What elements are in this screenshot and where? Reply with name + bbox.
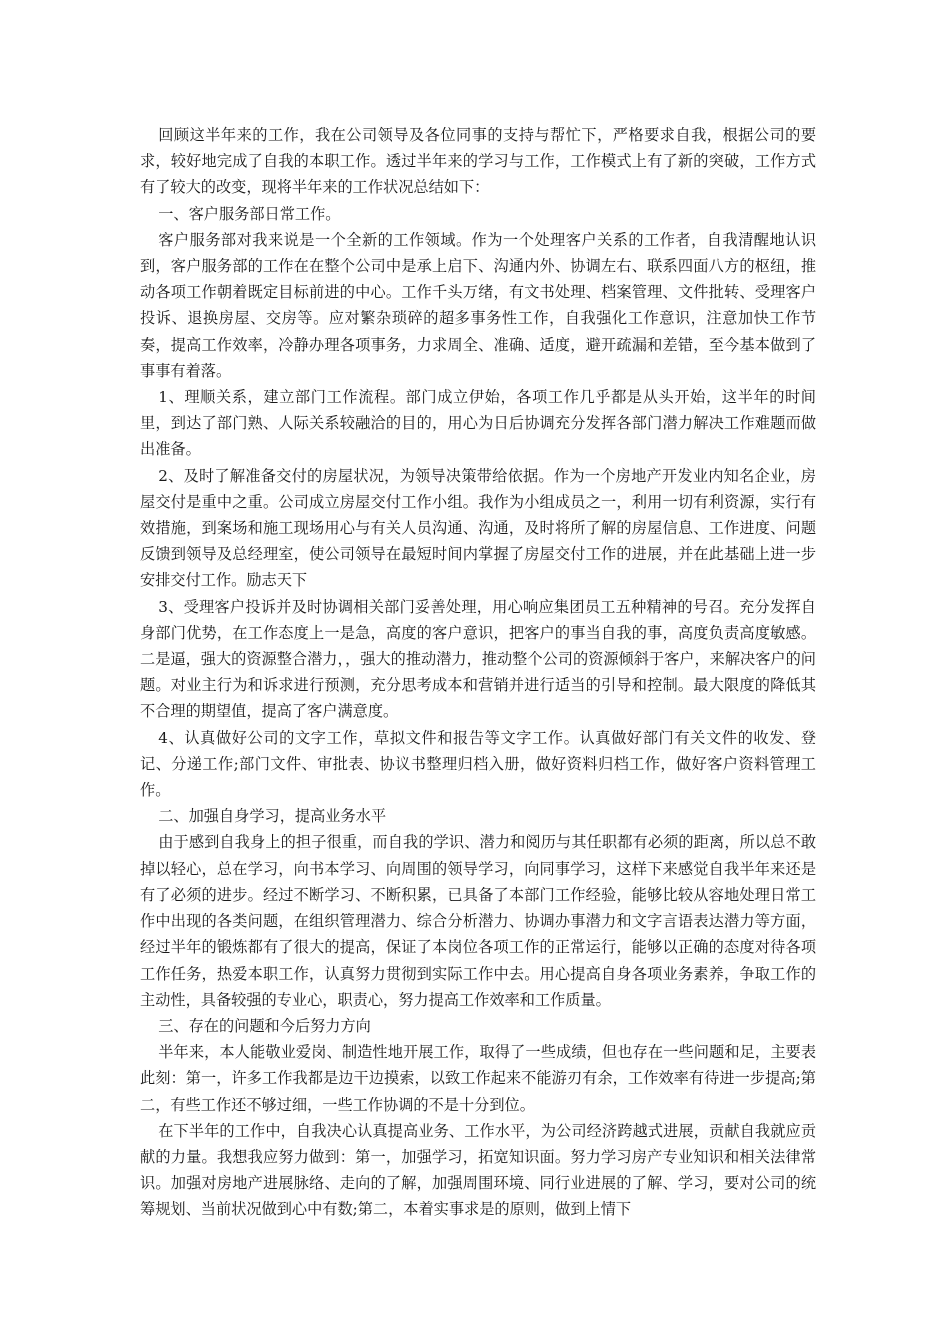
- document-body: [140, 122, 816, 1223]
- list-item-2: 2、及时了解准备交付的房屋状况，为领导决策带给依据。作为一个房地产开发业内知名企业，房屋交付是重中之重。公司成立房屋交付工作小组。我作为小组成员之一，利用一切有利资源，实行有效措施，到案场和施工现场用心与有关人员沟通、沟通，及时将所了解的房屋信息、工作进度、问题反馈到领导及总经理室，使公司领导在最短时间内掌握了房屋交付工作的进展，并在此基础上进一步安排交付工作。励志天下: [140, 466, 816, 590]
- section-heading-2: 二、加强自身学习，提高业务水平: [158, 807, 387, 826]
- list-item-1: 1、理顺关系，建立部门工作流程。部门成立伊始，各项工作几乎都是从头开始，这半年的时间里，到达了部门熟、人际关系较融洽的目的，用心为日后协调充分发挥各部门潜力解决工作难题而做出准备。: [140, 388, 816, 459]
- intro-paragraph: 回顾这半年来的工作，我在公司领导及各位同事的支持与帮忙下，严格要求自我，根据公司的要求，较好地完成了自我的本职工作。透过半年来的学习与工作，工作模式上有了新的突破，工作方式有了较大的改变，现将半年来的工作状况总结如下：: [140, 126, 816, 197]
- section-heading-1: 一、客户服务部日常工作。: [158, 204, 341, 223]
- list-item-4: 4、认真做好公司的文字工作，草拟文件和报告等文字工作。认真做好部门有关文件的收发、登记、分递工作;部门文件、审批表、协议书整理归档入册，做好资料归档工作，做好客户资料管理工作。: [140, 728, 816, 800]
- body-paragraph: 半年来，本人能敬业爱岗、制造性地开展工作，取得了一些成绩，但也存在一些问题和足，主要表此刻：第一，许多工作我都是边干边摸索，以致工作起来不能游刃有余，工作效率有待进一步提高;第二，有些工作还不够过细，一些工作协调的不是十分到位。: [140, 1043, 816, 1114]
- body-paragraph: 在下半年的工作中，自我决心认真提高业务、工作水平，为公司经济跨越式进展，贡献自我就应贡献的力量。我想我应努力做到：第一，加强学习，拓宽知识面。努力学习房产专业知识和相关法律常识。加强对房地产进展脉络、走向的了解，加强周围环境、同行业进展的了解、学习，要对公司的统筹规划、当前状况做到心中有数;第二，本着实事求是的原则，做到上情下: [140, 1121, 816, 1219]
- list-item-3: 3、受理客户投诉并及时协调相关部门妥善处理，用心响应集团员工五种精神的号召。充分发挥自身部门优势，在工作态度上一是急，高度的客户意识，把客户的事当自我的事，高度负责高度敏感。二是逼，强大的资源整合潜力，，强大的推动潜力，推动整个公司的资源倾斜于客户，来解决客户的问题。对业主行为和诉求进行预测，充分思考成本和营销并进行适当的引导和控制。最大限度的降低其不合理的期望值，提高了客户满意度。: [140, 597, 816, 721]
- body-paragraph: 由于感到自我身上的担子很重，而自我的学识、潜力和阅历与其任职都有必须的距离，所以总不敢掉以轻心，总在学习，向书本学习、向周围的领导学习，向同事学习，这样下来感觉自我半年来还是有了必须的进步。经过不断学习、不断积累，已具备了本部门工作经验，能够比较从容地处理日常工作中出现的各类问题，在组织管理潜力、综合分析潜力、协调办事潜力和文字言语表达潜力等方面，经过半年的锻炼都有了很大的提高，保证了本岗位各项工作的正常运行，能够以正确的态度对待各项工作任务，热爱本职工作，认真努力贯彻到实际工作中去。用心提高自身各项业务素养，争取工作的主动性，具备较强的专业心，职责心，努力提高工作效率和工作质量。: [140, 833, 816, 1009]
- body-paragraph: 客户服务部对我来说是一个全新的工作领域。作为一个处理客户关系的工作者，自我清醒地认识到，客户服务部的工作在在整个公司中是承上启下、沟通内外、协调左右、联系四面八方的枢纽，推动各项工作朝着既定目标前进的中心。工作千头万绪，有文书处理、档案管理、文件批转、受理客户投诉、退换房屋、交房等。应对繁杂琐碎的超多事务性工作，自我强化工作意识，注意加快工作节奏，提高工作效率，冷静办理各项事务，力求周全、准确、适度，避开疏漏和差错，至今基本做到了事事有着落。: [140, 230, 816, 380]
- section-heading-3: 三、存在的问题和今后努力方向: [158, 1016, 371, 1035]
